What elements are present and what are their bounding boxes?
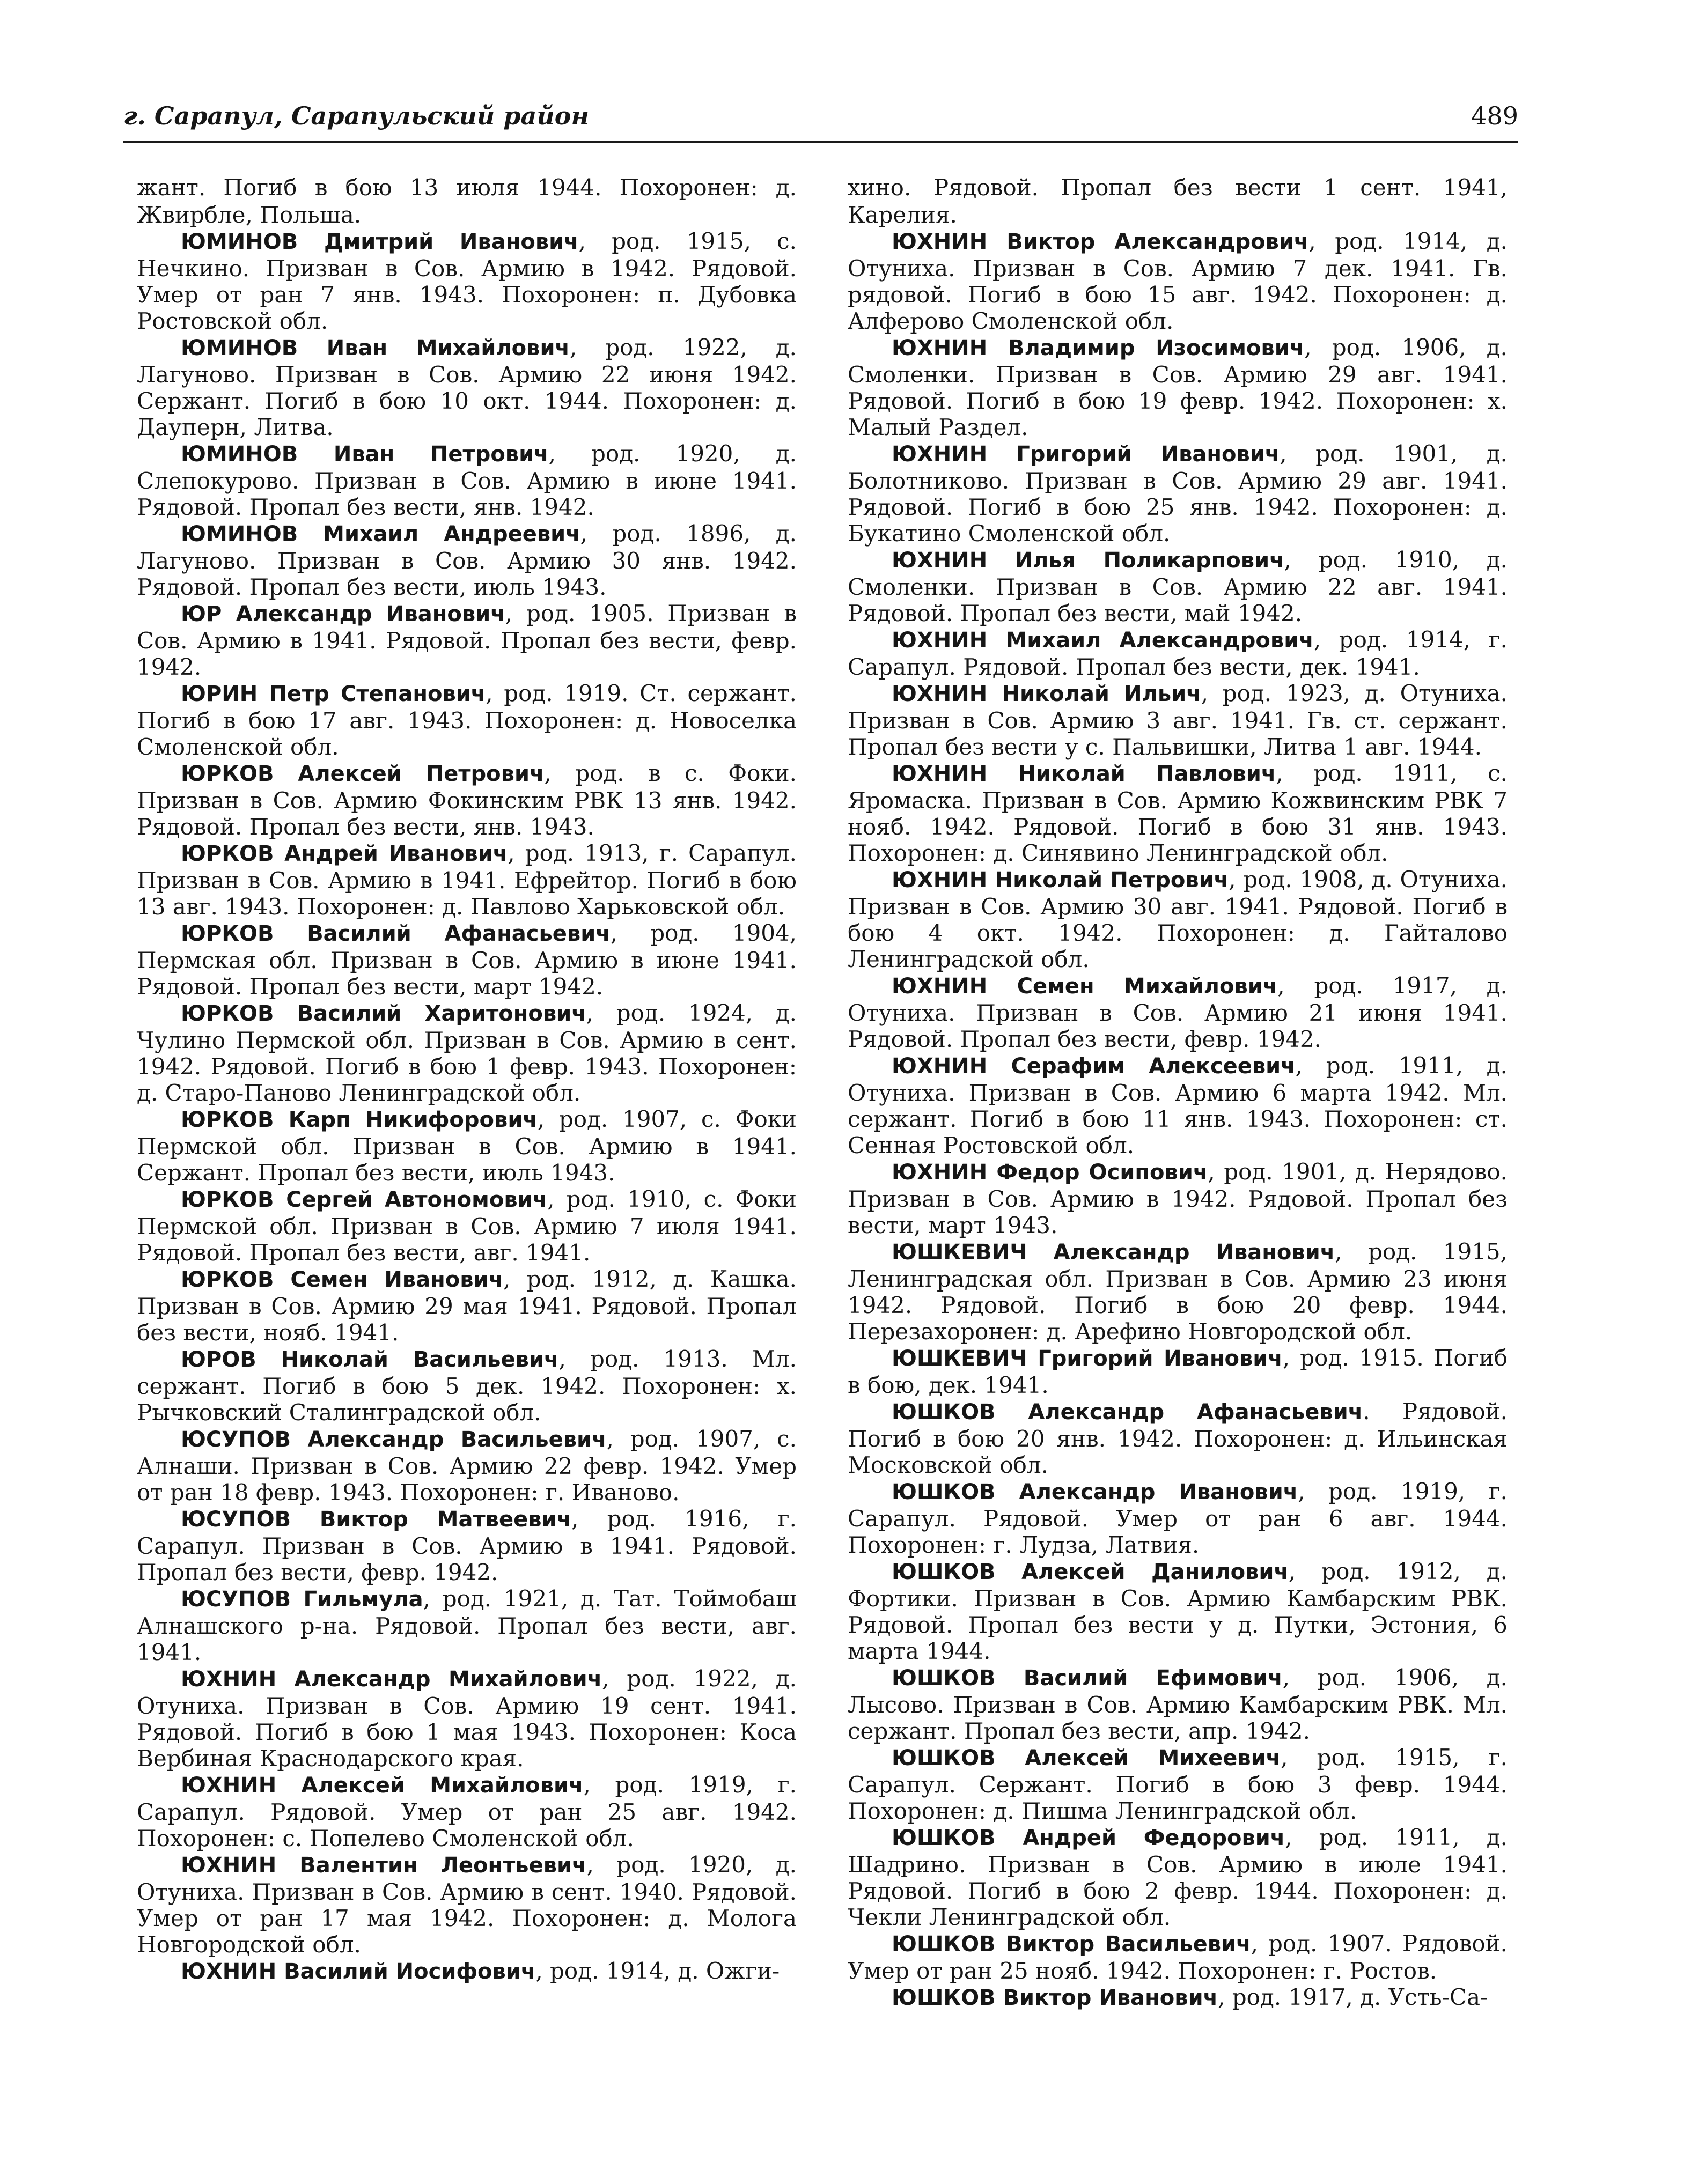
entry: [848, 1664, 1508, 1744]
entry-text: , род. 1915, с. Нечкино. Призван в Сов. Армию в 1942. Рядовой. Умер от ран 7 янв. 1943. Похоронен: п. Дубовка Ростовской обл.: [137, 228, 797, 334]
entry-text: , род. 1914, г. Сарапул. Рядовой. Пропал без вести, дек. 1941.: [848, 626, 1508, 680]
entry: [137, 600, 797, 680]
entry-text: , род. 1907. Рядовой. Умер от ран 25 нояб. 1942. Похоронен: г. Ростов.: [848, 1930, 1508, 1984]
entry-name: ЮХНИН Семен Михайлович: [892, 974, 1278, 999]
entry-name: ЮШКОВ Александр Афанасьевич: [892, 1400, 1363, 1425]
entry-name: ЮР Александр Иванович: [181, 602, 505, 626]
entry: [137, 174, 797, 228]
entry-name: ЮРКОВ Алексей Петрович: [181, 762, 545, 786]
entry: [848, 1744, 1508, 1824]
entry-text: , род. 1913, г. Сарапул. Призван в Сов. Армию в 1941. Ефрейтор. Погиб в бою 13 авг. 1943. Похоронен: д. Павлово Харьковской обл.: [137, 840, 797, 920]
entry-text: , род. 1911, д. Шадрино. Призван в Сов. Армию в июле 1941. Рядовой. Погиб в бою 2 февр. 1944. Похоронен: д. Чекли Ленинградской обл.: [848, 1824, 1508, 1930]
entry-name: ЮРКОВ Карп Никифорович: [181, 1108, 538, 1132]
entry-name: ЮСУПОВ Александр Васильевич: [181, 1427, 607, 1452]
entry-name: ЮХНИН Валентин Леонтьевич: [181, 1853, 587, 1878]
entry-name: ЮМИНОВ Михаил Андреевич: [181, 522, 580, 547]
entry-text: , род. 1905. Призван в Сов. Армию в 1941. Рядовой. Пропал без вести, февр. 1942.: [137, 600, 797, 680]
entry-text: , род. 1907, с. Фоки Пермской обл. Призван в Сов. Армию в 1941. Сержант. Пропал без вести, июль 1943.: [137, 1106, 797, 1186]
entry: [137, 680, 797, 760]
entry: [137, 1000, 797, 1106]
entry: [848, 866, 1508, 972]
entry-text: , род. 1906, д. Лысово. Призван в Сов. Армию Камбарским РВК. Мл. сержант. Пропал без вести, апр. 1942.: [848, 1664, 1508, 1744]
entry-name: ЮМИНОВ Иван Михайлович: [181, 336, 570, 360]
entry: [848, 228, 1508, 334]
entry: [848, 680, 1508, 760]
entry-name: ЮШКОВ Алексей Михеевич: [892, 1746, 1281, 1770]
entry-text: , род. 1923, д. Отуниха. Призван в Сов. Армию 3 авг. 1941. Гв. ст. сержант. Пропал без вести у с. Пальвишки, Литва 1 авг. 1944.: [848, 680, 1508, 760]
entry-text: хино. Рядовой. Пропал без вести 1 сент. 1941, Карелия.: [848, 174, 1508, 228]
entry: [137, 1772, 797, 1851]
entry-text: , род. 1917, д. Отуниха. Призван в Сов. Армию 21 июня 1941. Рядовой. Пропал без вести, февр. 1942.: [848, 972, 1508, 1052]
entry-name: ЮХНИН Григорий Иванович: [892, 442, 1280, 467]
entry-text: , род. 1920, д. Слепокурово. Призван в Сов. Армию в июне 1941. Рядовой. Пропал без вести, янв. 1942.: [137, 440, 797, 520]
entry-text: , род. 1915, Ленинградская обл. Призван в Сов. Армию 23 июня 1942. Рядовой. Погиб в бою 20 февр. 1944. Перезахоронен: д. Арефино Новгородской обл.: [848, 1238, 1508, 1345]
entry: [848, 334, 1508, 440]
entry: [137, 1186, 797, 1266]
entry: [848, 1824, 1508, 1930]
entry-name: ЮХНИН Михаил Александрович: [892, 628, 1314, 653]
entry-text: , род. 1911, с. Яромаска. Призван в Сов. Армию Кожвинским РВК 7 нояб. 1942. Рядовой. Погиб в бою 31 янв. 1943. Похоронен: д. Синявино Ленинградской обл.: [848, 760, 1508, 866]
entry: [137, 1506, 797, 1585]
entry-name: ЮХНИН Николай Петрович: [892, 868, 1229, 892]
entry-name: ЮРКОВ Андрей Иванович: [181, 842, 508, 866]
entry-name: ЮШКЕВИЧ Александр Иванович: [892, 1240, 1335, 1265]
entry-text: , род. 1896, д. Лагуново. Призван в Сов. Армию 30 янв. 1942. Рядовой. Пропал без вести, июль 1943.: [137, 520, 797, 600]
entry-text: , род. 1910, с. Фоки Пермской обл. Призван в Сов. Армию 7 июля 1941. Рядовой. Пропал без вести, авг. 1941.: [137, 1186, 797, 1266]
entry: [848, 1238, 1508, 1345]
entry-name: ЮХНИН Серафим Алексеевич: [892, 1054, 1296, 1079]
entry: [137, 440, 797, 520]
entry-name: ЮХНИН Федор Осипович: [892, 1160, 1208, 1185]
entry: [848, 972, 1508, 1052]
entry-name: ЮШКОВ Андрей Федорович: [892, 1826, 1285, 1850]
entry-text: , род. 1901, д. Нерядово. Призван в Сов. Армию в 1942. Рядовой. Пропал без вести, март 1943.: [848, 1159, 1508, 1238]
entry-text: , род. 1924, д. Чулино Пермской обл. Призван в Сов. Армию в сент. 1942. Рядовой. Погиб в бою 1 февр. 1943. Похоронен: д. Старо-Паново Ленинградской обл.: [137, 1000, 797, 1106]
entry-text: , род. 1912, д. Фортики. Призван в Сов. Армию Камбарским РВК. Рядовой. Пропал без вести у д. Путки, Эстония, 6 марта 1944.: [848, 1558, 1508, 1664]
entry-name: ЮРКОВ Василий Харитонович: [181, 1001, 586, 1026]
entry-text: , род. 1922, д. Лагуново. Призван в Сов. Армию 22 июня 1942. Сержант. Погиб в бою 10 окт. 1944. Похоронен: д. Дауперн, Литва.: [137, 334, 797, 440]
entry-text: , род. 1922, д. Отуниха. Призван в Сов. Армию 19 сент. 1941. Рядовой. Погиб в бою 1 мая 1943. Похоронен: Коса Вербиная Краснодарского края.: [137, 1665, 797, 1772]
entry-text: , род. 1914, д. Ожги-: [535, 1958, 780, 1984]
entry-name: ЮРКОВ Василий Афанасьевич: [181, 921, 611, 946]
entry-text: , род. 1907, с. Алнаши. Призван в Сов. Армию 22 февр. 1942. Умер от ран 18 февр. 1943. Похоронен: г. Иваново.: [137, 1426, 797, 1506]
entry: [137, 1851, 797, 1958]
running-title: г. Сарапул, Сарапульский район: [123, 101, 589, 130]
entry-name: ЮРИН Петр Степанович: [181, 682, 486, 706]
entry-text: , род. в с. Фоки. Призван в Сов. Армию Фокинским РВК 13 янв. 1942. Рядовой. Пропал без вести, янв. 1943.: [137, 760, 797, 840]
entry: [848, 1930, 1508, 1984]
entry-name: ЮМИНОВ Дмитрий Иванович: [181, 230, 579, 254]
entry-name: ЮШКОВ Василий Ефимович: [892, 1666, 1283, 1691]
entry: [137, 1958, 797, 1985]
entry-name: ЮХНИН Виктор Александрович: [892, 230, 1309, 254]
entry-name: ЮХНИН Николай Павлович: [892, 762, 1276, 786]
entry-text: , род. 1908, д. Отуниха. Призван в Сов. Армию 30 авг. 1941. Рядовой. Погиб в бою 4 окт. 1942. Похоронен: д. Гайталово Ленинградской обл.: [848, 866, 1508, 972]
entry: [137, 840, 797, 920]
entry-name: ЮСУПОВ Виктор Матвеевич: [181, 1507, 572, 1532]
entry-text: , род. 1915. Погиб в бою, дек. 1941.: [848, 1345, 1508, 1398]
entry-name: ЮХНИН Василий Иосифович: [181, 1959, 536, 1984]
entry-name: ЮХНИН Владимир Изосимович: [892, 336, 1305, 360]
entry-name: ЮРКОВ Семен Иванович: [181, 1267, 504, 1292]
entry-text: , род. 1910, д. Смоленки. Призван в Сов. Армию 22 авг. 1941. Рядовой. Пропал без вести, май 1942.: [848, 547, 1508, 626]
left-column: [137, 174, 797, 1985]
entry-name: ЮХНИН Александр Михайлович: [181, 1667, 602, 1692]
entry: [848, 1159, 1508, 1238]
entry: [137, 1585, 797, 1665]
entry-text: , род. 1911, д. Отуниха. Призван в Сов. Армию 6 марта 1942. Мл. сержант. Погиб в бою 11 янв. 1943. Похоронен: ст. Сенная Ростовской обл.: [848, 1052, 1508, 1159]
entry: [848, 1398, 1508, 1478]
entry-text: , род. 1919, г. Сарапул. Рядовой. Умер от ран 25 авг. 1942. Похоронен: с. Попелево Смоленской обл.: [137, 1772, 797, 1851]
entry: [137, 1665, 797, 1772]
entry: [848, 1478, 1508, 1558]
entry-name: ЮХНИН Николай Ильич: [892, 682, 1201, 706]
entry: [137, 1266, 797, 1346]
entry: [848, 547, 1508, 626]
entry: [137, 920, 797, 1000]
entry: [137, 520, 797, 600]
entry-name: ЮРКОВ Сергей Автономович: [181, 1187, 548, 1212]
entry-name: ЮШКОВ Виктор Иванович: [892, 1986, 1218, 2010]
entry-text: , род. 1904, Пермская обл. Призван в Сов. Армию в июне 1941. Рядовой. Пропал без вести, март 1942.: [137, 920, 797, 1000]
entry-name: ЮШКОВ Александр Иванович: [892, 1480, 1298, 1504]
entry-text: , род. 1915, г. Сарапул. Сержант. Погиб в бою 3 февр. 1944. Похоронен: д. Пишма Ленинградской обл.: [848, 1744, 1508, 1824]
entry-text: , род. 1916, г. Сарапул. Призван в Сов. Армию в 1941. Рядовой. Пропал без вести, февр. 1942.: [137, 1506, 797, 1585]
entry-name: ЮСУПОВ Гильмула: [181, 1587, 423, 1612]
entry-text: , род. 1913. Мл. сержант. Погиб в бою 5 дек. 1942. Похоронен: х. Рычковский Сталинградской обл.: [137, 1346, 797, 1426]
entry-text: , род. 1906, д. Смоленки. Призван в Сов. Армию 29 авг. 1941. Рядовой. Погиб в бою 19 февр. 1942. Похоронен: х. Малый Раздел.: [848, 334, 1508, 440]
entry-name: ЮРОВ Николай Васильевич: [181, 1347, 559, 1372]
entry-name: ЮШКОВ Алексей Данилович: [892, 1560, 1289, 1584]
entry: [137, 1346, 797, 1426]
entry: [137, 334, 797, 440]
entry-name: ЮХНИН Алексей Михайлович: [181, 1773, 584, 1798]
page-number: 489: [1471, 101, 1518, 130]
entry: [848, 1345, 1508, 1398]
entry-text: , род. 1901, д. Болотниково. Призван в Сов. Армию 29 авг. 1941. Рядовой. Погиб в бою 25 янв. 1942. Похоронен: д. Букатино Смоленской обл.: [848, 440, 1508, 547]
entry-text: , род. 1912, д. Кашка. Призван в Сов. Армию 29 мая 1941. Рядовой. Пропал без вести, нояб. 1941.: [137, 1266, 797, 1346]
entry-text: , род. 1914, д. Отуниха. Призван в Сов. Армию 7 дек. 1941. Гв. рядовой. Погиб в бою 15 авг. 1942. Похоронен: д. Алферово Смоленской обл.: [848, 228, 1508, 334]
entry: [848, 760, 1508, 866]
entry-name: ЮМИНОВ Иван Петрович: [181, 442, 549, 467]
entry: [137, 760, 797, 840]
entry-name: ЮХНИН Илья Поликарпович: [892, 548, 1284, 573]
entry: [848, 626, 1508, 680]
entry: [848, 1052, 1508, 1159]
entry: [848, 440, 1508, 547]
entry: [137, 1426, 797, 1506]
entry: [848, 1558, 1508, 1664]
entry-text: , род. 1921, д. Тат. Тоймобаш Алнашского р-на. Рядовой. Пропал без вести, авг. 1941.: [137, 1585, 797, 1665]
entry-text: , род. 1919. Ст. сержант. Погиб в бою 17 авг. 1943. Похоронен: д. Новоселка Смоленской обл.: [137, 680, 797, 760]
entry-text: жант. Погиб в бою 13 июля 1944. Похоронен: д. Жвирбле, Польша.: [137, 174, 797, 228]
entry-text: , род. 1920, д. Отуниха. Призван в Сов. Армию в сент. 1940. Рядовой. Умер от ран 17 мая 1942. Похоронен: д. Молога Новгородской обл.: [137, 1851, 797, 1958]
entry: [848, 1984, 1508, 2011]
entry-text: , род. 1919, г. Сарапул. Рядовой. Умер от ран 6 авг. 1944. Похоронен: г. Лудза, Латвия.: [848, 1478, 1508, 1558]
header-rule: [123, 141, 1518, 143]
entry: [848, 174, 1508, 228]
entry-text: , род. 1917, д. Усть-Са-: [1218, 1984, 1488, 2010]
entry: [137, 228, 797, 334]
entry-name: ЮШКОВ Виктор Васильевич: [892, 1932, 1251, 1957]
entry-text: . Рядовой. Погиб в бою 20 янв. 1942. Похоронен: д. Ильинская Московской обл.: [848, 1398, 1508, 1478]
page-header: [123, 99, 1518, 139]
right-column: [848, 174, 1508, 2011]
entry-name: ЮШКЕВИЧ Григорий Иванович: [892, 1346, 1283, 1371]
entry: [137, 1106, 797, 1186]
